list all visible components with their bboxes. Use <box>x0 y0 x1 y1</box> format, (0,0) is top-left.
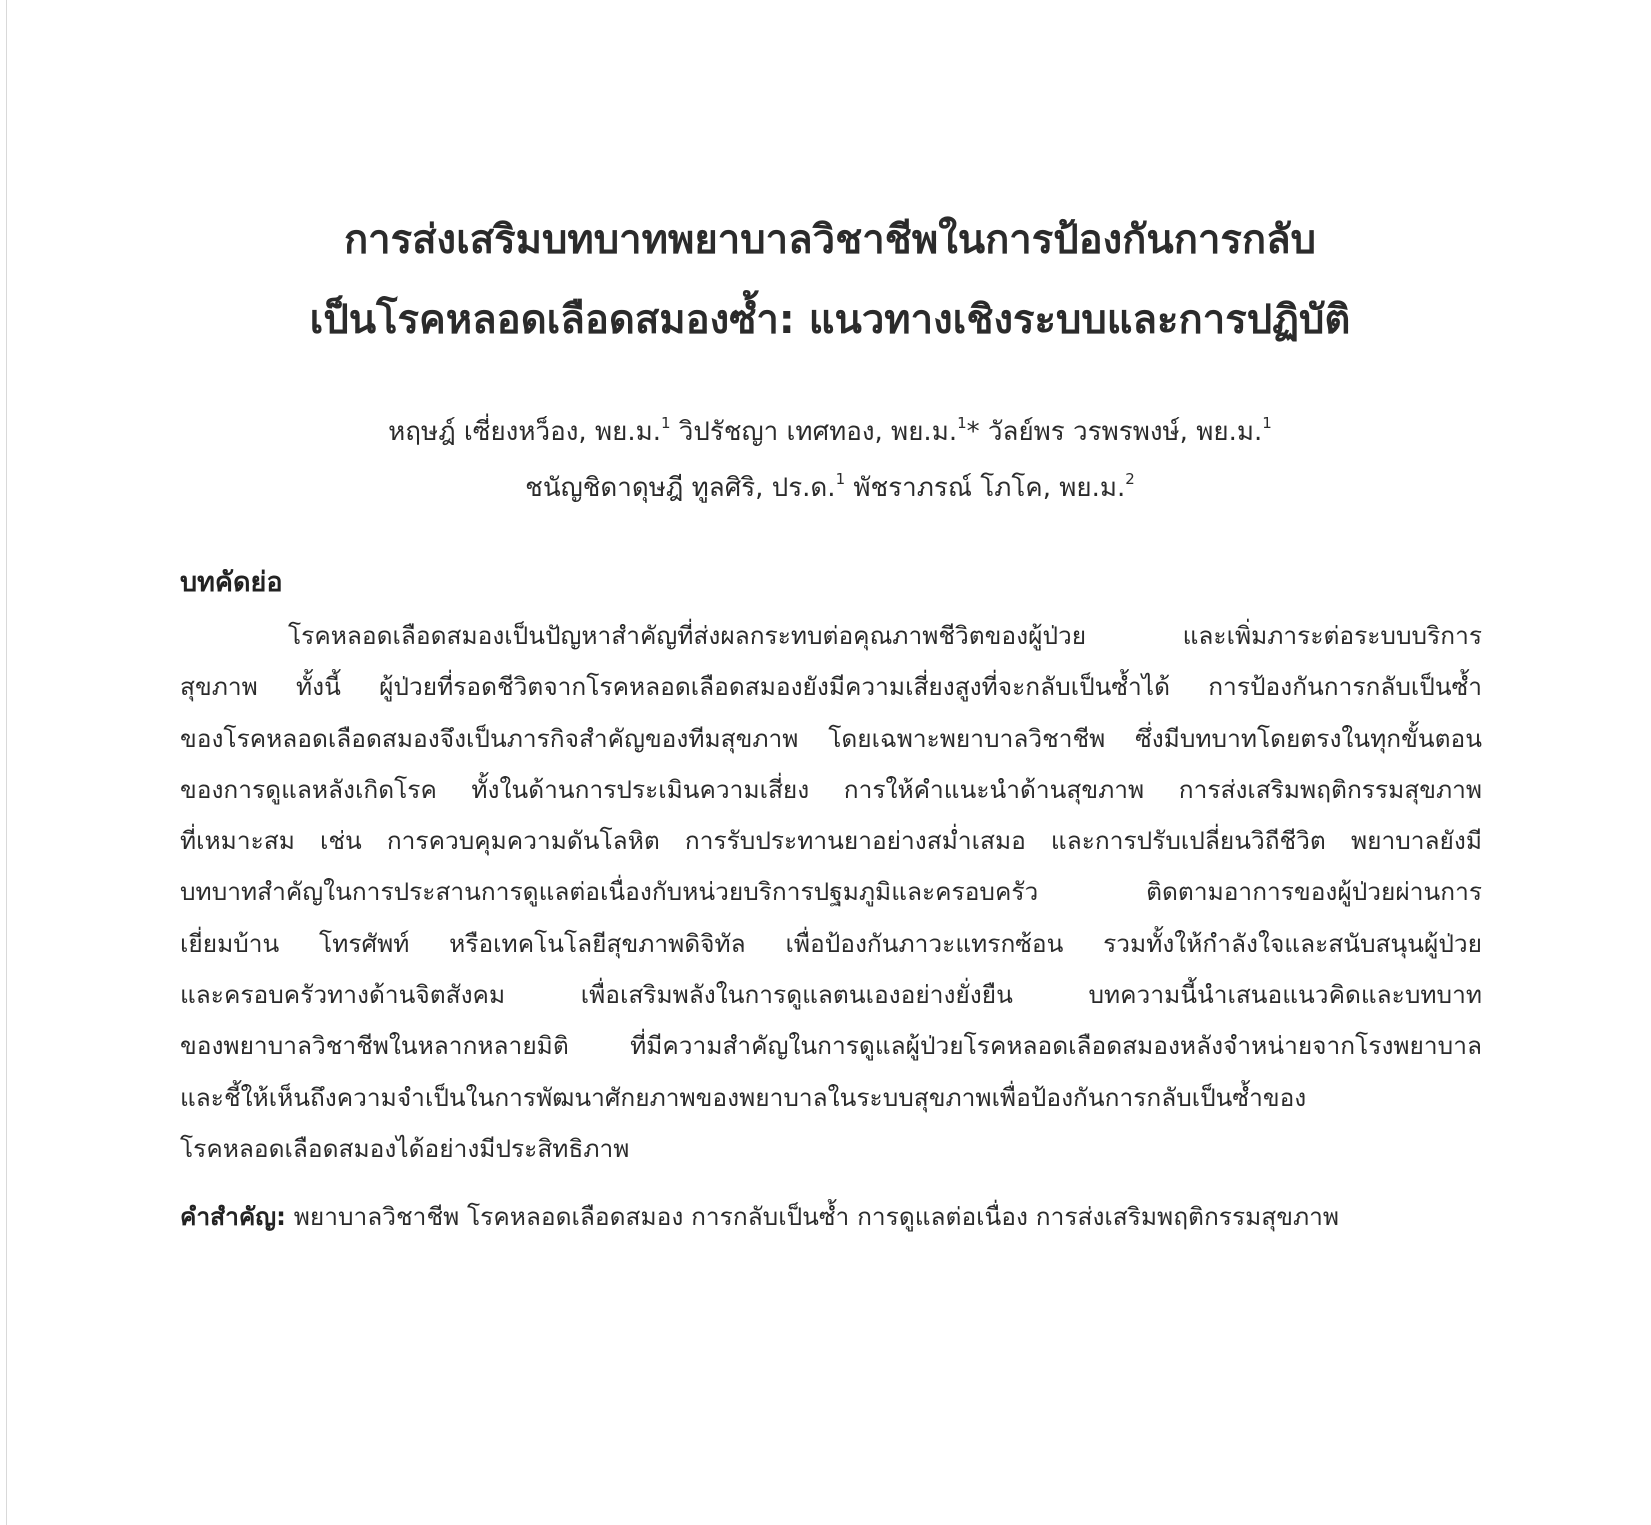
keywords-label: คำสำคัญ: <box>180 1202 286 1231</box>
paper-title <box>180 200 1480 360</box>
affiliation-mark: 2 <box>1125 470 1135 488</box>
author-name: พัชราภรณ์ โภโค, พย.ม. <box>845 473 1126 503</box>
affiliation-mark: 1 <box>1262 414 1272 432</box>
abstract-line: เยี่ยมบ้าน โทรศัพท์ หรือเทคโนโลยีสุขภาพดิจิทัล เพื่อป้องกันภาวะแทรกซ้อน รวมทั้งให้กำลังใจและสนับสนุนผู้ป่วย <box>180 928 1482 958</box>
affiliation-mark: 1 <box>661 414 671 432</box>
abstract-body <box>180 610 1482 1174</box>
abstract-line: ที่เหมาะสม เช่น การควบคุมความดันโลหิต การรับประทานยาอย่างสม่ำเสมอ และการปรับเปลี่ยนวิถีชีวิต พยาบาลยังมี <box>180 826 1482 856</box>
author-name: หฤษฎ์ เซี่ยงหว็อง, พย.ม. <box>388 417 661 447</box>
abstract-line: และชี้ให้เห็นถึงความจำเป็นในการพัฒนาศักยภาพของพยาบาลในระบบสุขภาพเพื่อป้องกันการกลับเป็นซ้ำของ <box>180 1082 1307 1112</box>
author-line-2 <box>180 460 1480 516</box>
affiliation-mark: 1 <box>957 414 967 432</box>
abstract-line: และครอบครัวทางด้านจิตสังคม เพื่อเสริมพลังในการดูแลตนเองอย่างยั่งยืน บทความนี้นำเสนอแนวคิดและบทบาท <box>180 980 1482 1010</box>
keywords <box>180 1197 1482 1237</box>
author-name: วัลย์พร วรพรพงษ์, พย.ม. <box>979 417 1263 447</box>
corresponding-author-mark: * <box>966 417 980 447</box>
abstract-heading: บทคัดย่อ <box>180 567 283 598</box>
abstract-line: บทบาทสำคัญในการประสานการดูแลต่อเนื่องกับหน่วยบริการปฐมภูมิและครอบครัว ติดตามอาการของผู้ป่วยผ่านการ <box>180 877 1482 907</box>
abstract-line: สุขภาพ ทั้งนี้ ผู้ป่วยที่รอดชีวิตจากโรคหลอดเลือดสมองยังมีความเสี่ยงสูงที่จะกลับเป็นซ้ำได้ การป้องกันการกลับเป็นซ้ำ <box>180 672 1482 702</box>
abstract-line: ของโรคหลอดเลือดสมองจึงเป็นภารกิจสำคัญของทีมสุขภาพ โดยเฉพาะพยาบาลวิชาชีพ ซึ่งมีบทบาทโดยตรงในทุกขั้นตอน <box>180 723 1482 753</box>
affiliation-mark: 1 <box>835 470 846 488</box>
author-line-1 <box>180 404 1480 460</box>
author-list <box>180 404 1480 516</box>
author-name: ชนัญชิดาดุษฎี ทูลศิริ, ปร.ด. <box>525 473 836 503</box>
author-name: วิปรัชญา เทศทอง, พย.ม. <box>670 417 958 447</box>
abstract-line: โรคหลอดเลือดสมองได้อย่างมีประสิทธิภาพ <box>180 1133 630 1163</box>
abstract-line: ของการดูแลหลังเกิดโรค ทั้งในด้านการประเมินความเสี่ยง การให้คำแนะนำด้านสุขภาพ การส่งเสริมพฤติกรรมสุขภาพ <box>180 774 1482 804</box>
abstract-line: โรคหลอดเลือดสมองเป็นปัญหาสำคัญที่ส่งผลกระทบต่อคุณภาพชีวิตของผู้ป่วย และเพิ่มภาระต่อระบบบริการ <box>288 621 1482 650</box>
keywords-text: พยาบาลวิชาชีพ โรคหลอดเลือดสมอง การกลับเป็นซ้ำ การดูแลต่อเนื่อง การส่งเสริมพฤติกรรมสุขภาพ <box>285 1202 1340 1231</box>
abstract-line: ของพยาบาลวิชาชีพในหลากหลายมิติ ที่มีความสำคัญในการดูแลผู้ป่วยโรคหลอดเลือดสมองหลังจำหน่ายจากโรงพยาบาล <box>180 1031 1482 1061</box>
title-line-1: การส่งเสริมบทบาทพยาบาลวิชาชีพในการป้องกันการกลับ <box>343 217 1317 263</box>
title-line-2: เป็นโรคหลอดเลือดสมองซ้ำ: แนวทางเชิงระบบและการปฏิบัติ <box>309 297 1351 343</box>
